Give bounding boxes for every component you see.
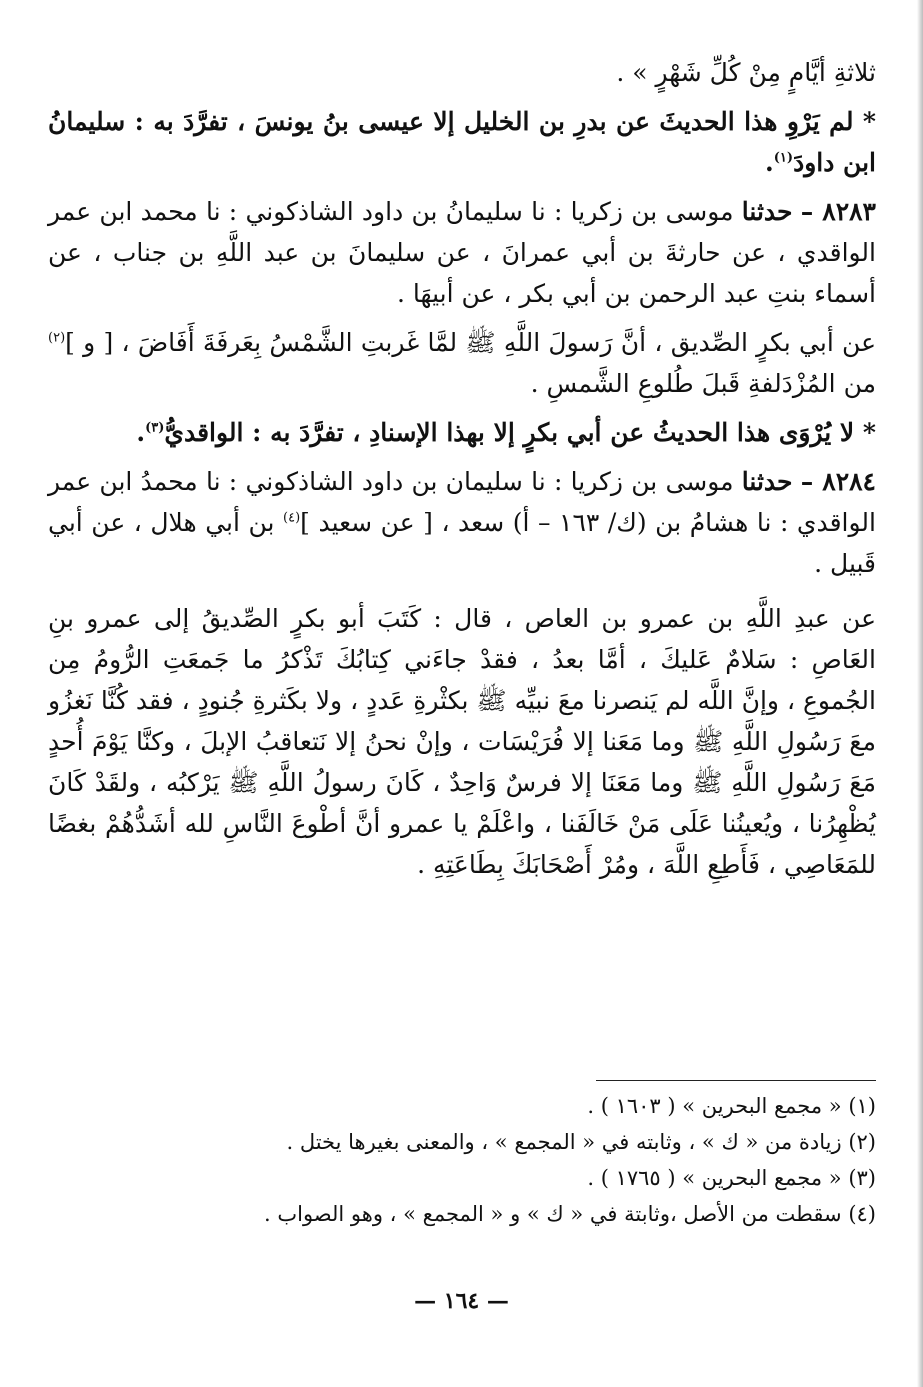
page-number: — ١٦٤ — — [414, 1288, 509, 1314]
footnote-2 — [48, 1124, 876, 1160]
footnote-ref-4[interactable]: (٤) — [283, 510, 301, 526]
footnote-number: (١) — [848, 1094, 876, 1118]
footnote-divider — [596, 1080, 876, 1081]
isnad-text-cont: بن أبي هلال ، عن أبي قَبيل . — [48, 508, 876, 578]
hadith-number: ٨٢٨٤ – — [800, 467, 876, 496]
footnote-ref-3[interactable]: (٣) — [145, 420, 165, 436]
matn-text-cont: من المُزْدَلفةِ قَبلَ طُلوعِ الشَّمسِ . — [530, 369, 876, 398]
footnote-text: سقطت من الأصل ،وثابتة في « ك » و « المجمع » ، وهو الصواب . — [264, 1202, 842, 1226]
footnote-text: « مجمع البحرين » ( ١٦٠٣ ) . — [587, 1094, 842, 1118]
paragraph-continuation: ثلاثةِ أيَّامٍ مِنْ كُلِّ شَهْرٍ » . — [616, 58, 876, 87]
scan-edge-shadow — [917, 0, 923, 1387]
star-marker: * — [862, 107, 876, 136]
hadith-lead-word: حدثنا — [741, 197, 793, 226]
period: . — [136, 418, 146, 447]
period: . — [765, 148, 774, 177]
hadith-number: ٨٢٨٣ – — [800, 197, 876, 226]
footnote-number: (٢) — [848, 1130, 876, 1154]
hadith-8284-matn: عن عبدِ اللَّهِ بن عمرو بن العاص ، قال : كَتَبَ أبو بكرٍ الصِّديقُ إلى عمرو بنِ العَاصِ : سَلامٌ عَليكَ ، أمَّا بعدُ ، فقدْ جاءَني كِتابُكَ تَذْكرُ ما جَمعَتِ الرُّومُ مِن الجُموعِ ، وإنَّ اللَّه لم يَنصرنا معَ نبيِّه ﷺ بكثْرةِ عَددٍ ، ولا بكَثرةِ جُنودٍ ، فقد كُنَّا نَغزُو معَ رَسُولِ اللَّهِ ﷺ وما مَعَنا إلا فُرَيْسَات ، وإنْ نحنُ إلا نَتعاقبُ الإبلَ ، وكنَّا يَوْمَ أُحدٍ مَعَ رَسُولِ اللَّهِ ﷺ وما مَعَنَا إلا فرسٌ وَاحِدٌ ، كَانَ رسولُ اللَّهِ ﷺ يَرْكبُه ، ولقَدْ كَانَ يُظْهِرُنا ، ويُعينُنا عَلَى مَنْ خَالَفَنا ، واعْلَمْ يا عمرو أنَّ أطْوعَ النَّاسِ لله أشَدُّهُمْ بغضًا للمَعَاصِي ، فَأَطِعِ اللَّهَ ، ومُرْ أَصْحَابَكَ بِطَاعَتِهِ . — [48, 604, 876, 879]
footnote-1 — [48, 1088, 876, 1124]
hadith-8284-isnad — [48, 461, 876, 584]
hadith-lead-word: حدثنا — [741, 467, 793, 496]
commentary-text: لم يَرْوِ هذا الحديثَ عن بدرِ بن الخليل إلا عيسى بنُ يونسَ ، تفرَّدَ به : سليمانُ ابن داودَ — [48, 107, 876, 177]
paragraph-commentary-1 — [48, 101, 876, 183]
star-marker: * — [862, 418, 876, 447]
paragraph-commentary-2 — [48, 412, 876, 453]
isnad-text: موسى بن زكريا : نا سليمان بن داود الشاذكوني : نا محمدُ ابن عمر الواقدي : نا هشامُ بن (ك/ ١٦٣ – أ) سعد ، [ عن سعيد ] — [48, 467, 876, 537]
commentary-text: لا يُرْوَى هذا الحديثُ عن أبي بكرٍ إلا بهذا الإسنادِ ، تفرَّدَ به : الواقديُّ — [164, 418, 855, 447]
footnote-4 — [48, 1196, 876, 1232]
matn-text: عن أبي بكرٍ الصِّديق ، أنَّ رَسولَ اللَّهِ ﷺ لمَّا غَربتِ الشَّمْسُ بِعَرفَةَ أَفَاضَ ، [ و ] — [65, 328, 876, 357]
hadith-8283-isnad — [48, 191, 876, 314]
footnote-number: (٤) — [848, 1202, 876, 1226]
footnote-ref-2[interactable]: (٢) — [48, 330, 66, 346]
footnote-text: زيادة من « ك » ، وثابته في « المجمع » ، والمعنى بغيرها يختل . — [286, 1130, 842, 1154]
page-body — [48, 52, 876, 893]
footnotes — [48, 1088, 876, 1232]
footnote-text: « مجمع البحرين » ( ١٧٦٥ ) . — [587, 1166, 842, 1190]
hadith-8283-matn — [48, 322, 876, 404]
footnote-ref-1[interactable]: (١) — [773, 150, 794, 166]
isnad-text: موسى بن زكريا : نا سليمانُ بن داود الشاذكوني : نا محمد ابن عمر الواقدي ، عن حارثةَ بن أبي عمرانَ ، عن سليمانَ بن عبد اللَّهِ بن جناب ، عن أسماء بنتِ عبد الرحمن بن أبي بكر ، عن أبيهَا . — [48, 197, 876, 308]
footnote-number: (٣) — [848, 1166, 876, 1190]
footnote-3 — [48, 1160, 876, 1196]
